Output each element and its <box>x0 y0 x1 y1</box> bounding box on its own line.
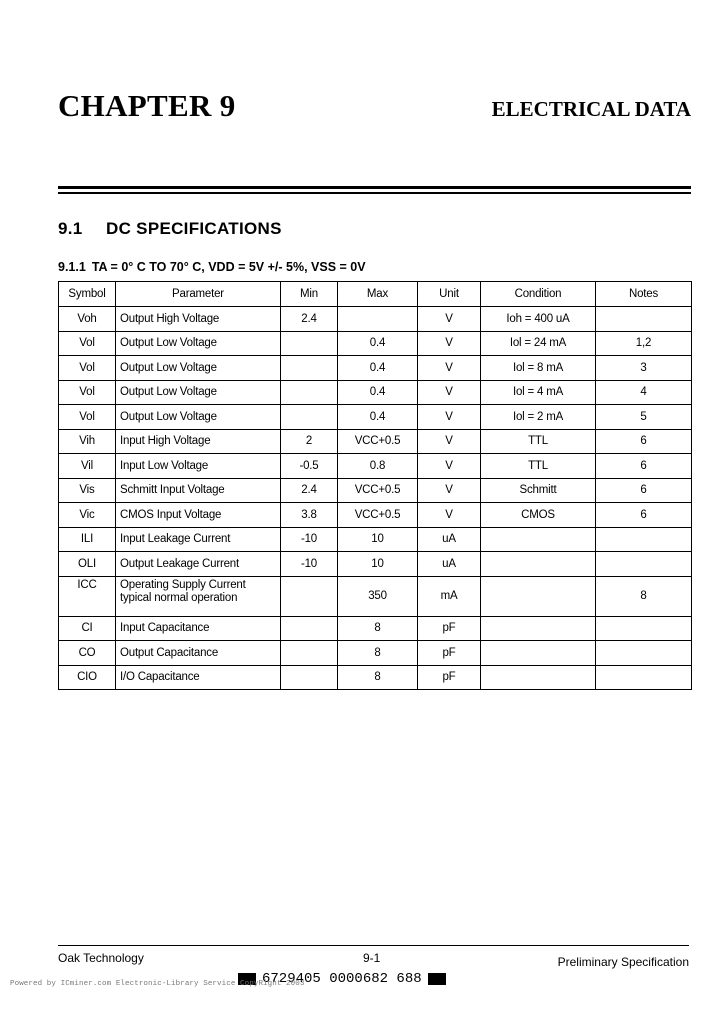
cell-parameter: Input Capacitance <box>116 616 281 641</box>
cell-min <box>281 576 338 616</box>
cell-symbol: ICC <box>59 576 116 616</box>
cell-symbol: CIO <box>59 665 116 690</box>
chapter-subject: ELECTRICAL DATA <box>491 97 691 121</box>
cell-condition <box>481 576 596 616</box>
cell-max: VCC+0.5 <box>338 503 418 528</box>
cell-parameter: Output Leakage Current <box>116 552 281 577</box>
cell-max: 8 <box>338 665 418 690</box>
cell-max: 350 <box>338 576 418 616</box>
header-symbol: Symbol <box>59 282 116 307</box>
cell-notes <box>596 552 692 577</box>
cell-parameter: I/O Capacitance <box>116 665 281 690</box>
cell-parameter: Output Low Voltage <box>116 356 281 381</box>
cell-notes: 6 <box>596 478 692 503</box>
table-row <box>59 454 692 479</box>
cell-condition: TTL <box>481 454 596 479</box>
cell-max: VCC+0.5 <box>338 478 418 503</box>
cell-max: 8 <box>338 641 418 666</box>
cell-notes <box>596 307 692 332</box>
header-divider-thin <box>58 192 691 194</box>
cell-notes <box>596 527 692 552</box>
cell-min: -0.5 <box>281 454 338 479</box>
cell-parameter: Output Capacitance <box>116 641 281 666</box>
barcode-block-icon <box>428 973 446 985</box>
cell-parameter: Schmitt Input Voltage <box>116 478 281 503</box>
cell-min: 2 <box>281 429 338 454</box>
cell-parameter: Output Low Voltage <box>116 405 281 430</box>
barcode-text: 6729405 0000682 688 <box>262 971 422 987</box>
cell-parameter: Input High Voltage <box>116 429 281 454</box>
table-row <box>59 429 692 454</box>
cell-min: 3.8 <box>281 503 338 528</box>
cell-parameter <box>116 576 281 616</box>
cell-max: 0.4 <box>338 331 418 356</box>
cell-condition: CMOS <box>481 503 596 528</box>
table-header-row <box>59 282 692 307</box>
cell-notes <box>596 641 692 666</box>
cell-parameter: Input Leakage Current <box>116 527 281 552</box>
footer-page-number: 9-1 <box>363 951 381 965</box>
cell-condition: Ioh = 400 uA <box>481 307 596 332</box>
cell-condition <box>481 552 596 577</box>
header-unit: Unit <box>418 282 481 307</box>
cell-symbol: Vol <box>59 380 116 405</box>
cell-unit: V <box>418 454 481 479</box>
cell-max: 0.8 <box>338 454 418 479</box>
cell-symbol: CO <box>59 641 116 666</box>
cell-unit: pF <box>418 641 481 666</box>
cell-min <box>281 616 338 641</box>
cell-symbol: Vol <box>59 405 116 430</box>
cell-max: VCC+0.5 <box>338 429 418 454</box>
cell-min <box>281 331 338 356</box>
cell-min: 2.4 <box>281 307 338 332</box>
cell-condition: Iol = 2 mA <box>481 405 596 430</box>
table-row <box>59 527 692 552</box>
cell-symbol: OLI <box>59 552 116 577</box>
footer-divider <box>58 945 689 946</box>
cell-symbol: ILI <box>59 527 116 552</box>
cell-notes <box>596 616 692 641</box>
cell-parameter-line: typical normal operation <box>120 591 238 604</box>
table-row <box>59 665 692 690</box>
cell-notes: 1,2 <box>596 331 692 356</box>
cell-condition: TTL <box>481 429 596 454</box>
header-max: Max <box>338 282 418 307</box>
cell-symbol: CI <box>59 616 116 641</box>
cell-unit: pF <box>418 616 481 641</box>
cell-parameter: CMOS Input Voltage <box>116 503 281 528</box>
cell-unit: uA <box>418 527 481 552</box>
table-row <box>59 478 692 503</box>
cell-unit: mA <box>418 576 481 616</box>
cell-notes: 8 <box>596 576 692 616</box>
cell-notes: 6 <box>596 429 692 454</box>
header-notes: Notes <box>596 282 692 307</box>
scan-stamp: Powered by ICminer.com Electronic-Library Service CopyRight 2003 <box>10 980 305 988</box>
cell-notes: 6 <box>596 454 692 479</box>
subsection-number: 9.1.1 <box>58 260 86 274</box>
table-row <box>59 576 692 616</box>
section-number: 9.1 <box>58 219 83 238</box>
table-row <box>59 380 692 405</box>
header-condition: Condition <box>481 282 596 307</box>
cell-max <box>338 307 418 332</box>
table-row <box>59 331 692 356</box>
section-title: DC SPECIFICATIONS <box>106 219 282 238</box>
cell-symbol: Vic <box>59 503 116 528</box>
table-row <box>59 552 692 577</box>
table-row <box>59 307 692 332</box>
table-row <box>59 641 692 666</box>
cell-max: 10 <box>338 552 418 577</box>
cell-unit: uA <box>418 552 481 577</box>
cell-notes: 4 <box>596 380 692 405</box>
cell-condition <box>481 665 596 690</box>
cell-max: 0.4 <box>338 356 418 381</box>
cell-notes <box>596 665 692 690</box>
cell-max: 8 <box>338 616 418 641</box>
cell-condition: Iol = 24 mA <box>481 331 596 356</box>
cell-condition <box>481 527 596 552</box>
cell-min <box>281 380 338 405</box>
subsection-heading <box>58 260 366 274</box>
subsection-title: TA = 0° C TO 70° C, VDD = 5V +/- 5%, VSS = 0V <box>91 260 366 274</box>
cell-condition <box>481 641 596 666</box>
cell-max: 0.4 <box>338 405 418 430</box>
cell-min: 2.4 <box>281 478 338 503</box>
cell-unit: V <box>418 478 481 503</box>
cell-symbol: Voh <box>59 307 116 332</box>
footer-company: Oak Technology <box>58 951 144 965</box>
cell-min <box>281 641 338 666</box>
chapter-title: CHAPTER 9 <box>58 88 236 123</box>
cell-parameter: Output Low Voltage <box>116 331 281 356</box>
cell-parameter: Output High Voltage <box>116 307 281 332</box>
header-parameter: Parameter <box>116 282 281 307</box>
cell-min <box>281 665 338 690</box>
cell-unit: pF <box>418 665 481 690</box>
cell-min: -10 <box>281 552 338 577</box>
cell-symbol: Vol <box>59 356 116 381</box>
cell-min <box>281 405 338 430</box>
cell-max: 0.4 <box>338 380 418 405</box>
cell-unit: V <box>418 429 481 454</box>
table-row <box>59 356 692 381</box>
cell-unit: V <box>418 405 481 430</box>
section-heading <box>58 219 282 239</box>
dc-spec-table <box>58 281 692 690</box>
cell-unit: V <box>418 380 481 405</box>
cell-unit: V <box>418 307 481 332</box>
cell-notes: 6 <box>596 503 692 528</box>
table-row <box>59 503 692 528</box>
cell-symbol: Vol <box>59 331 116 356</box>
cell-unit: V <box>418 356 481 381</box>
header-min: Min <box>281 282 338 307</box>
footer-doc-status: Preliminary Specification <box>557 955 689 969</box>
cell-max: 10 <box>338 527 418 552</box>
cell-condition: Iol = 4 mA <box>481 380 596 405</box>
cell-condition <box>481 616 596 641</box>
cell-unit: V <box>418 331 481 356</box>
cell-notes: 5 <box>596 405 692 430</box>
header-divider-thick <box>58 186 691 189</box>
table-row <box>59 405 692 430</box>
cell-parameter: Input Low Voltage <box>116 454 281 479</box>
cell-parameter-line: Operating Supply Current <box>120 578 246 591</box>
cell-min <box>281 356 338 381</box>
cell-parameter: Output Low Voltage <box>116 380 281 405</box>
cell-min: -10 <box>281 527 338 552</box>
cell-unit: V <box>418 503 481 528</box>
cell-condition: Iol = 8 mA <box>481 356 596 381</box>
cell-condition: Schmitt <box>481 478 596 503</box>
table-row <box>59 616 692 641</box>
cell-symbol: Vih <box>59 429 116 454</box>
cell-symbol: Vil <box>59 454 116 479</box>
cell-symbol: Vis <box>59 478 116 503</box>
cell-notes: 3 <box>596 356 692 381</box>
